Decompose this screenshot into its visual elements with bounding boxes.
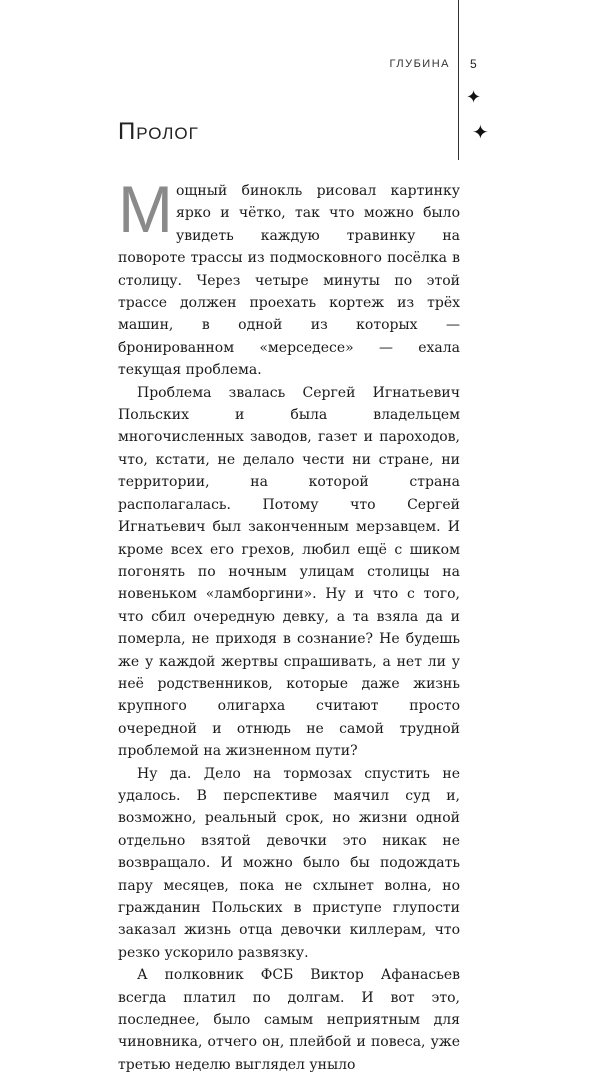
paragraph: Ну да. Дело на тормозах спустить не удалось. В перспективе маячил суд и, возможно, реальный срок, но жизни одной отдельно взятой девочки это никак не возвращало. И можно было бы подождать пару месяцев, пока не схлынет волна, но гражданин Польских в приступе глупости заказал жизнь отца девочки киллерам, что резко ускорило развязку. xyxy=(118,765,460,961)
body-text xyxy=(118,172,460,1076)
drop-cap: М xyxy=(118,172,173,246)
paragraph: Проблема звалась Сергей Игнатьевич Польских и была владельцем многочисленных заводов, газет и пароходов, что, кстати, не делало чести ни стране, ни территории, на которой страна располагалась. Потому что Сергей Игнатьевич был законченным мерзавцем. И кроме всех его грехов, любил ещё с шиком погонять по ночным улицам столицы на новеньком «ламборгини». Ну и что с того, что сбил очередную девку, а та взяла да и померла, не приходя в сознание? Не будешь же у каждой жертвы спрашивать, а нет ли у неё родственников, которые даже жизнь крупного олигарха считают просто очередной и отнюдь не самой трудной проблемой на жизненном пути? xyxy=(118,384,460,760)
page-number: 5 xyxy=(470,57,477,71)
paragraph: А полковник ФСБ Виктор Афанасьев всегда платил по долгам. И вот это, последнее, было самым неприятным для чиновника, отчего он, плейбой и повеса, уже третью неделю выглядел уныло xyxy=(118,967,460,1073)
star-ornament-icon: ✦ xyxy=(466,87,482,108)
star-ornament-icon: ✦ xyxy=(472,120,489,144)
running-header-title: ГЛУБИНА xyxy=(389,58,450,70)
header-divider xyxy=(458,0,459,160)
paragraph: Мощный бинокль рисовал картинку ярко и чётко, так что можно было увидеть каждую травинку на повороте трассы из подмосковного посёлка в столицу. Через четыре минуты по этой трассе должен проехать кортеж из трёх машин, в одной из которых — бронированном «мерседесе» — ехала текущая проблема. xyxy=(118,172,460,379)
chapter-title: Пролог xyxy=(118,118,199,145)
